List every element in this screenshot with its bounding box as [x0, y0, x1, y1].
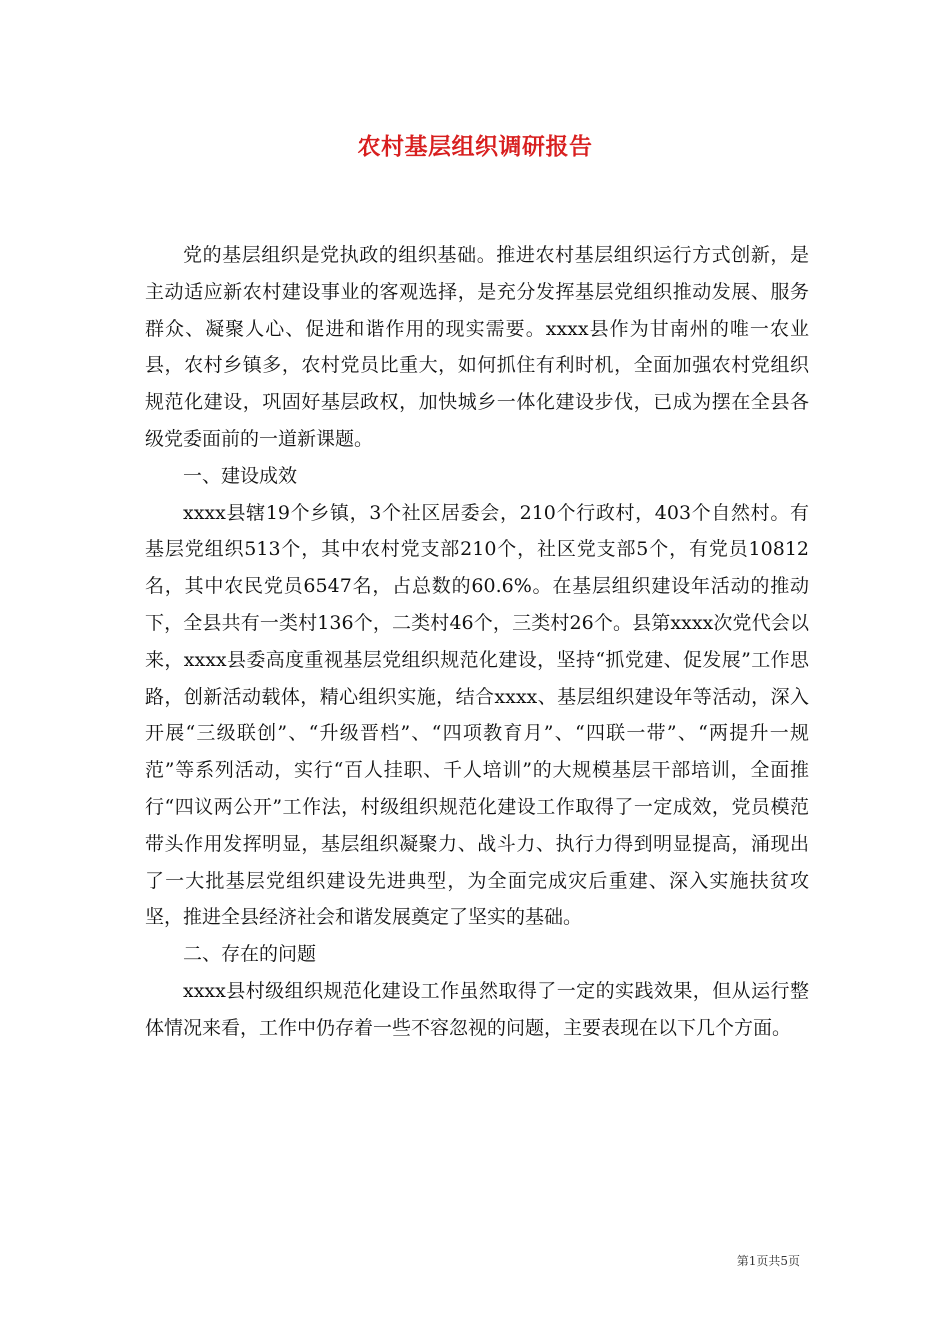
document-title: 农村基层组织调研报告: [357, 133, 593, 160]
page-number: 第1页共5页: [736, 1254, 800, 1268]
document-body: [145, 237, 809, 1047]
paragraph-problems: xxxx县村级组织规范化建设工作虽然取得了一定的实践效果，但从运行整体情况来看，工作中仍存着一些不容忽视的问题，主要表现在以下几个方面。: [145, 979, 809, 1039]
paragraph-achievements: xxxx县辖19个乡镇，3个社区居委会，210个行政村，403个自然村。有基层党组织513个，其中农村党支部210个，社区党支部5个，有党员10812名，其中农民党员6547名，占总数的60.6%。在基层组织建设年活动的推动下，全县共有一类村136个，二类村46个，三类村26个。县第xxxx次党代会以来，xxxx县委高度重视基层党组织规范化建设，坚持“抓党建、促发展”工作思路，创新活动载体，精心组织实施，结合xxxx、基层组织建设年等活动，深入开展“三级联创”、“升级晋档”、“四项教育月”、“四联一带”、“两提升一规范”等系列活动，实行“百人挂职、千人培训”的大规模基层干部培训，全面推行“四议两公开”工作法，村级组织规范化建设工作取得了一定成效，党员模范带头作用发挥明显，基层组织凝聚力、战斗力、执行力得到明显提高，涌现出了一大批基层党组织建设先进典型，为全面完成灾后重建、深入实施扶贫攻坚，推进全县经济社会和谐发展奠定了坚实的基础。: [145, 501, 809, 929]
paragraph-intro: 党的基层组织是党执政的组织基础。推进农村基层组织运行方式创新，是主动适应新农村建设事业的客观选择，是充分发挥基层党组织推动发展、服务群众、凝聚人心、促进和谐作用的现实需要。xxxx县作为甘南州的唯一农业县，农村乡镇多，农村党员比重大，如何抓住有利时机，全面加强农村党组织规范化建设，巩固好基层政权，加快城乡一体化建设步伐，已成为摆在全县各级党委面前的一道新课题。: [145, 244, 809, 450]
section-heading-achievements: 一、建设成效: [183, 464, 298, 487]
section-heading-problems: 二、存在的问题: [183, 943, 317, 966]
